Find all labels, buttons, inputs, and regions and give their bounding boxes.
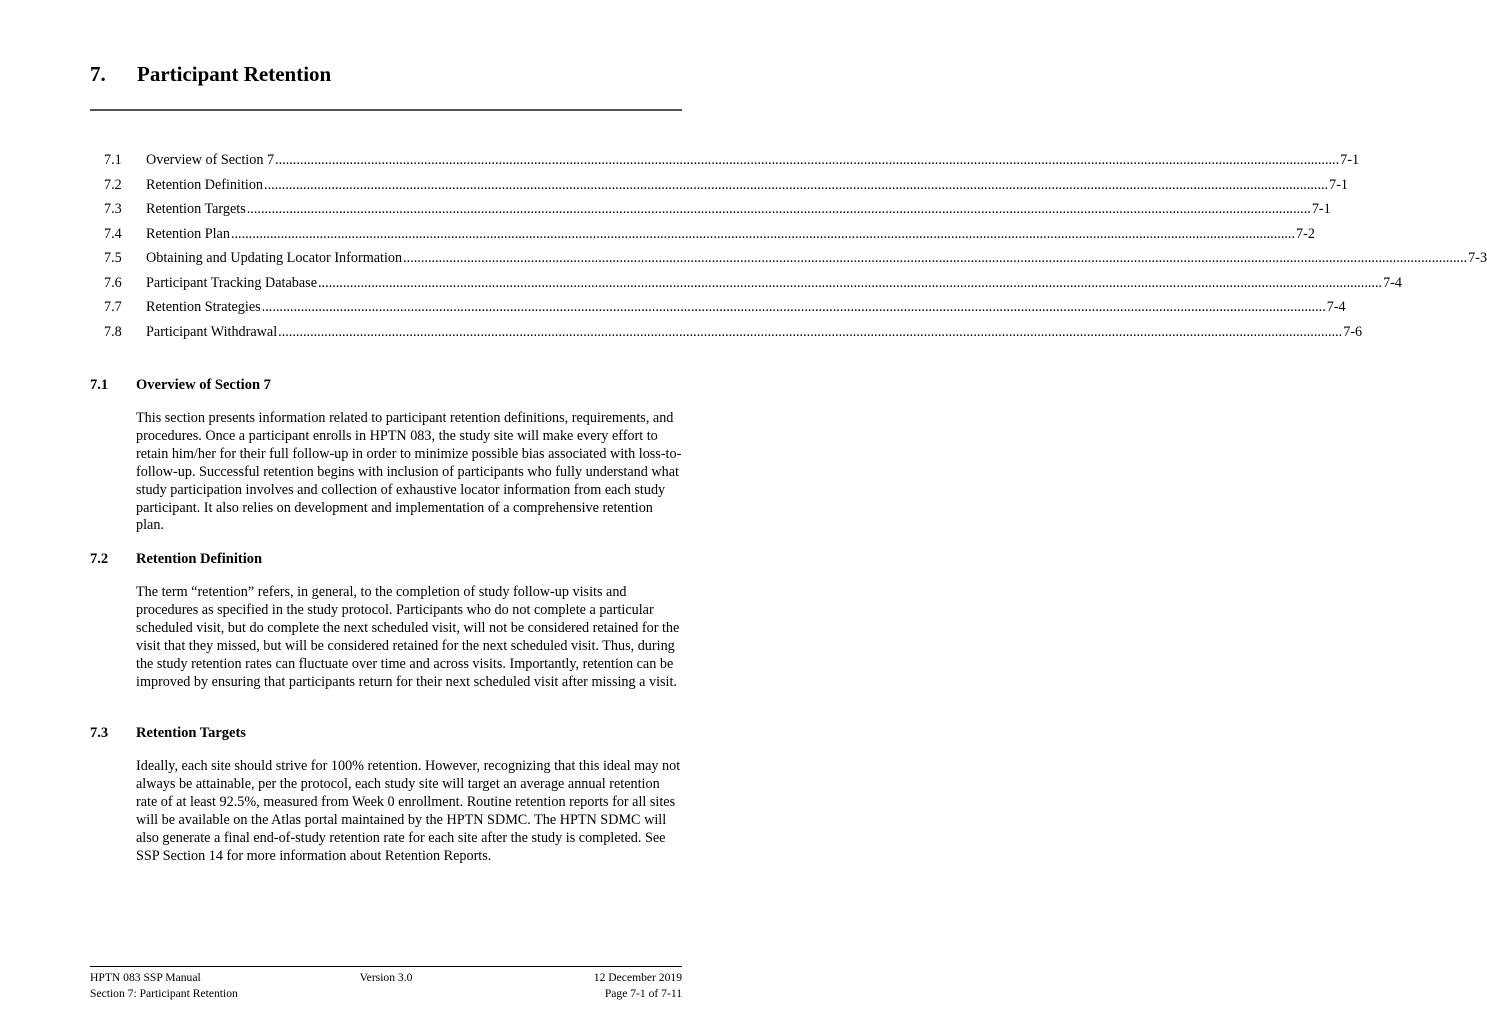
section-title: Overview of Section 7	[136, 377, 271, 393]
toc-entry-7-6[interactable]	[90, 273, 1402, 298]
toc-page-number: 7-3	[1468, 250, 1487, 266]
section-number: 7.2	[90, 551, 109, 567]
toc-entry-7-1[interactable]	[90, 150, 1360, 175]
toc-page-number: 7-4	[1326, 299, 1346, 315]
toc-number: 7.8	[104, 323, 122, 340]
toc-number: 7.4	[104, 225, 122, 242]
footer-manual-name: HPTN 083 SSP Manual	[90, 971, 201, 984]
footer-version: Version 3.0	[359, 971, 413, 984]
toc-dot-leader: ............................................................................................................................................................................................................................................................................................................	[318, 274, 1383, 291]
toc-title[interactable]: Obtaining and Updating Locator Information	[146, 250, 403, 266]
toc-title[interactable]: Participant Withdrawal	[146, 323, 278, 340]
toc-number: 7.3	[104, 201, 122, 217]
toc-page-number: 7-2	[1296, 225, 1315, 242]
section-heading-7-3	[90, 725, 682, 747]
toc-page-number: 7-1	[1311, 201, 1331, 217]
toc-dot-leader: ............................................................................................................................................................................................................................................................................................................	[230, 225, 1295, 242]
section-heading-7-2	[90, 551, 682, 573]
section-body-7-3: Ideally, each site should strive for 100% retention. However, recognizing that this ideal may not always be attainable, per the protocol, each study site will target an average annual retention rate of at least 92.5%, measured from Week 0 enrollment. Routine retention reports for all sites will be available on the Atlas portal maintained by the HPTN SDMC. The HPTN SDMC will also generate a final end-of-study retention rate for each site after the study is completed. See SSP Section 14 for more information about Retention Reports.	[136, 758, 681, 864]
toc-page-number: 7-4	[1383, 274, 1402, 291]
toc-entry-7-2[interactable]	[90, 175, 1349, 200]
toc-title[interactable]: Retention Plan	[146, 225, 230, 242]
toc-entry-7-4[interactable]	[90, 224, 1315, 249]
toc-dot-leader: ............................................................................................................................................................................................................................................................................................................	[275, 152, 1340, 168]
toc-title[interactable]: Retention Strategies	[146, 299, 261, 315]
table-of-contents	[90, 150, 1487, 346]
section-number: 7.3	[90, 725, 109, 741]
toc-dot-leader: ............................................................................................................................................................................................................................................................................................................	[278, 323, 1343, 340]
footer-page-number: Page 7-1 of 7-11	[604, 987, 682, 1000]
toc-page-number: 7-1	[1329, 176, 1349, 193]
section-body-7-2: The term “retention” refers, in general, to the completion of study follow-up visits and procedures as specified in the study protocol. Participants who do not complete a particular scheduled visit, but do complete the next scheduled visit, will not be considered retained for the visit that they missed, but will be considered retained for the next scheduled visit. Thus, during the study retention rates can fluctuate over time and across visits. Importantly, retention can be improved by ensuring that participants return for their next scheduled visit after missing a visit.	[136, 584, 680, 690]
toc-number: 7.5	[104, 250, 122, 266]
chapter-number: 7.	[90, 62, 106, 86]
footer-right	[594, 970, 682, 1002]
toc-dot-leader: ............................................................................................................................................................................................................................................................................................................	[261, 299, 1326, 315]
chapter-heading	[90, 62, 690, 94]
page-footer	[90, 970, 682, 1004]
toc-entry-7-7[interactable]	[90, 297, 1346, 322]
toc-title[interactable]: Overview of Section 7	[146, 152, 275, 168]
section-body-7-1: This section presents information related to participant retention definitions, requirements, and procedures. Once a participant enrolls in HPTN 083, the study site will make every effort to retain him/her for their full follow-up in order to minimize possible bias associated with loss-to-follow-up. Successful retention begins with inclusion of participants who fully understand what study participation involves and collection of exhaustive locator information from each study participant. It also relies on development and implementation of a comprehensive retention plan.	[136, 410, 682, 534]
toc-number: 7.7	[104, 299, 122, 315]
toc-page-number: 7-6	[1343, 323, 1363, 340]
footer-section-name: Section 7: Participant Retention	[90, 987, 238, 1000]
heading-divider	[90, 109, 682, 111]
section-title: Retention Definition	[136, 551, 263, 567]
toc-page-number: 7-1	[1340, 152, 1360, 168]
toc-title[interactable]: Retention Targets	[146, 201, 246, 217]
section-number: 7.1	[90, 377, 109, 393]
section-heading-7-1	[90, 377, 682, 399]
toc-dot-leader: ............................................................................................................................................................................................................................................................................................................	[246, 201, 1311, 217]
toc-dot-leader: ............................................................................................................................................................................................................................................................................................................	[403, 250, 1468, 266]
toc-title[interactable]: Participant Tracking Database	[146, 274, 317, 291]
toc-dot-leader: ............................................................................................................................................................................................................................................................................................................	[264, 176, 1329, 193]
chapter-title: Participant Retention	[137, 62, 332, 86]
toc-number: 7.1	[104, 152, 122, 168]
footer-divider	[90, 966, 682, 967]
toc-title[interactable]: Retention Definition	[146, 176, 264, 193]
toc-entry-7-5[interactable]	[90, 248, 1487, 273]
section-title: Retention Targets	[136, 725, 246, 741]
toc-entry-7-3[interactable]	[90, 199, 1331, 224]
toc-number: 7.2	[104, 176, 122, 193]
toc-entry-7-8[interactable]	[90, 322, 1363, 347]
toc-number: 7.6	[104, 274, 122, 291]
footer-date: 12 December 2019	[593, 971, 682, 984]
